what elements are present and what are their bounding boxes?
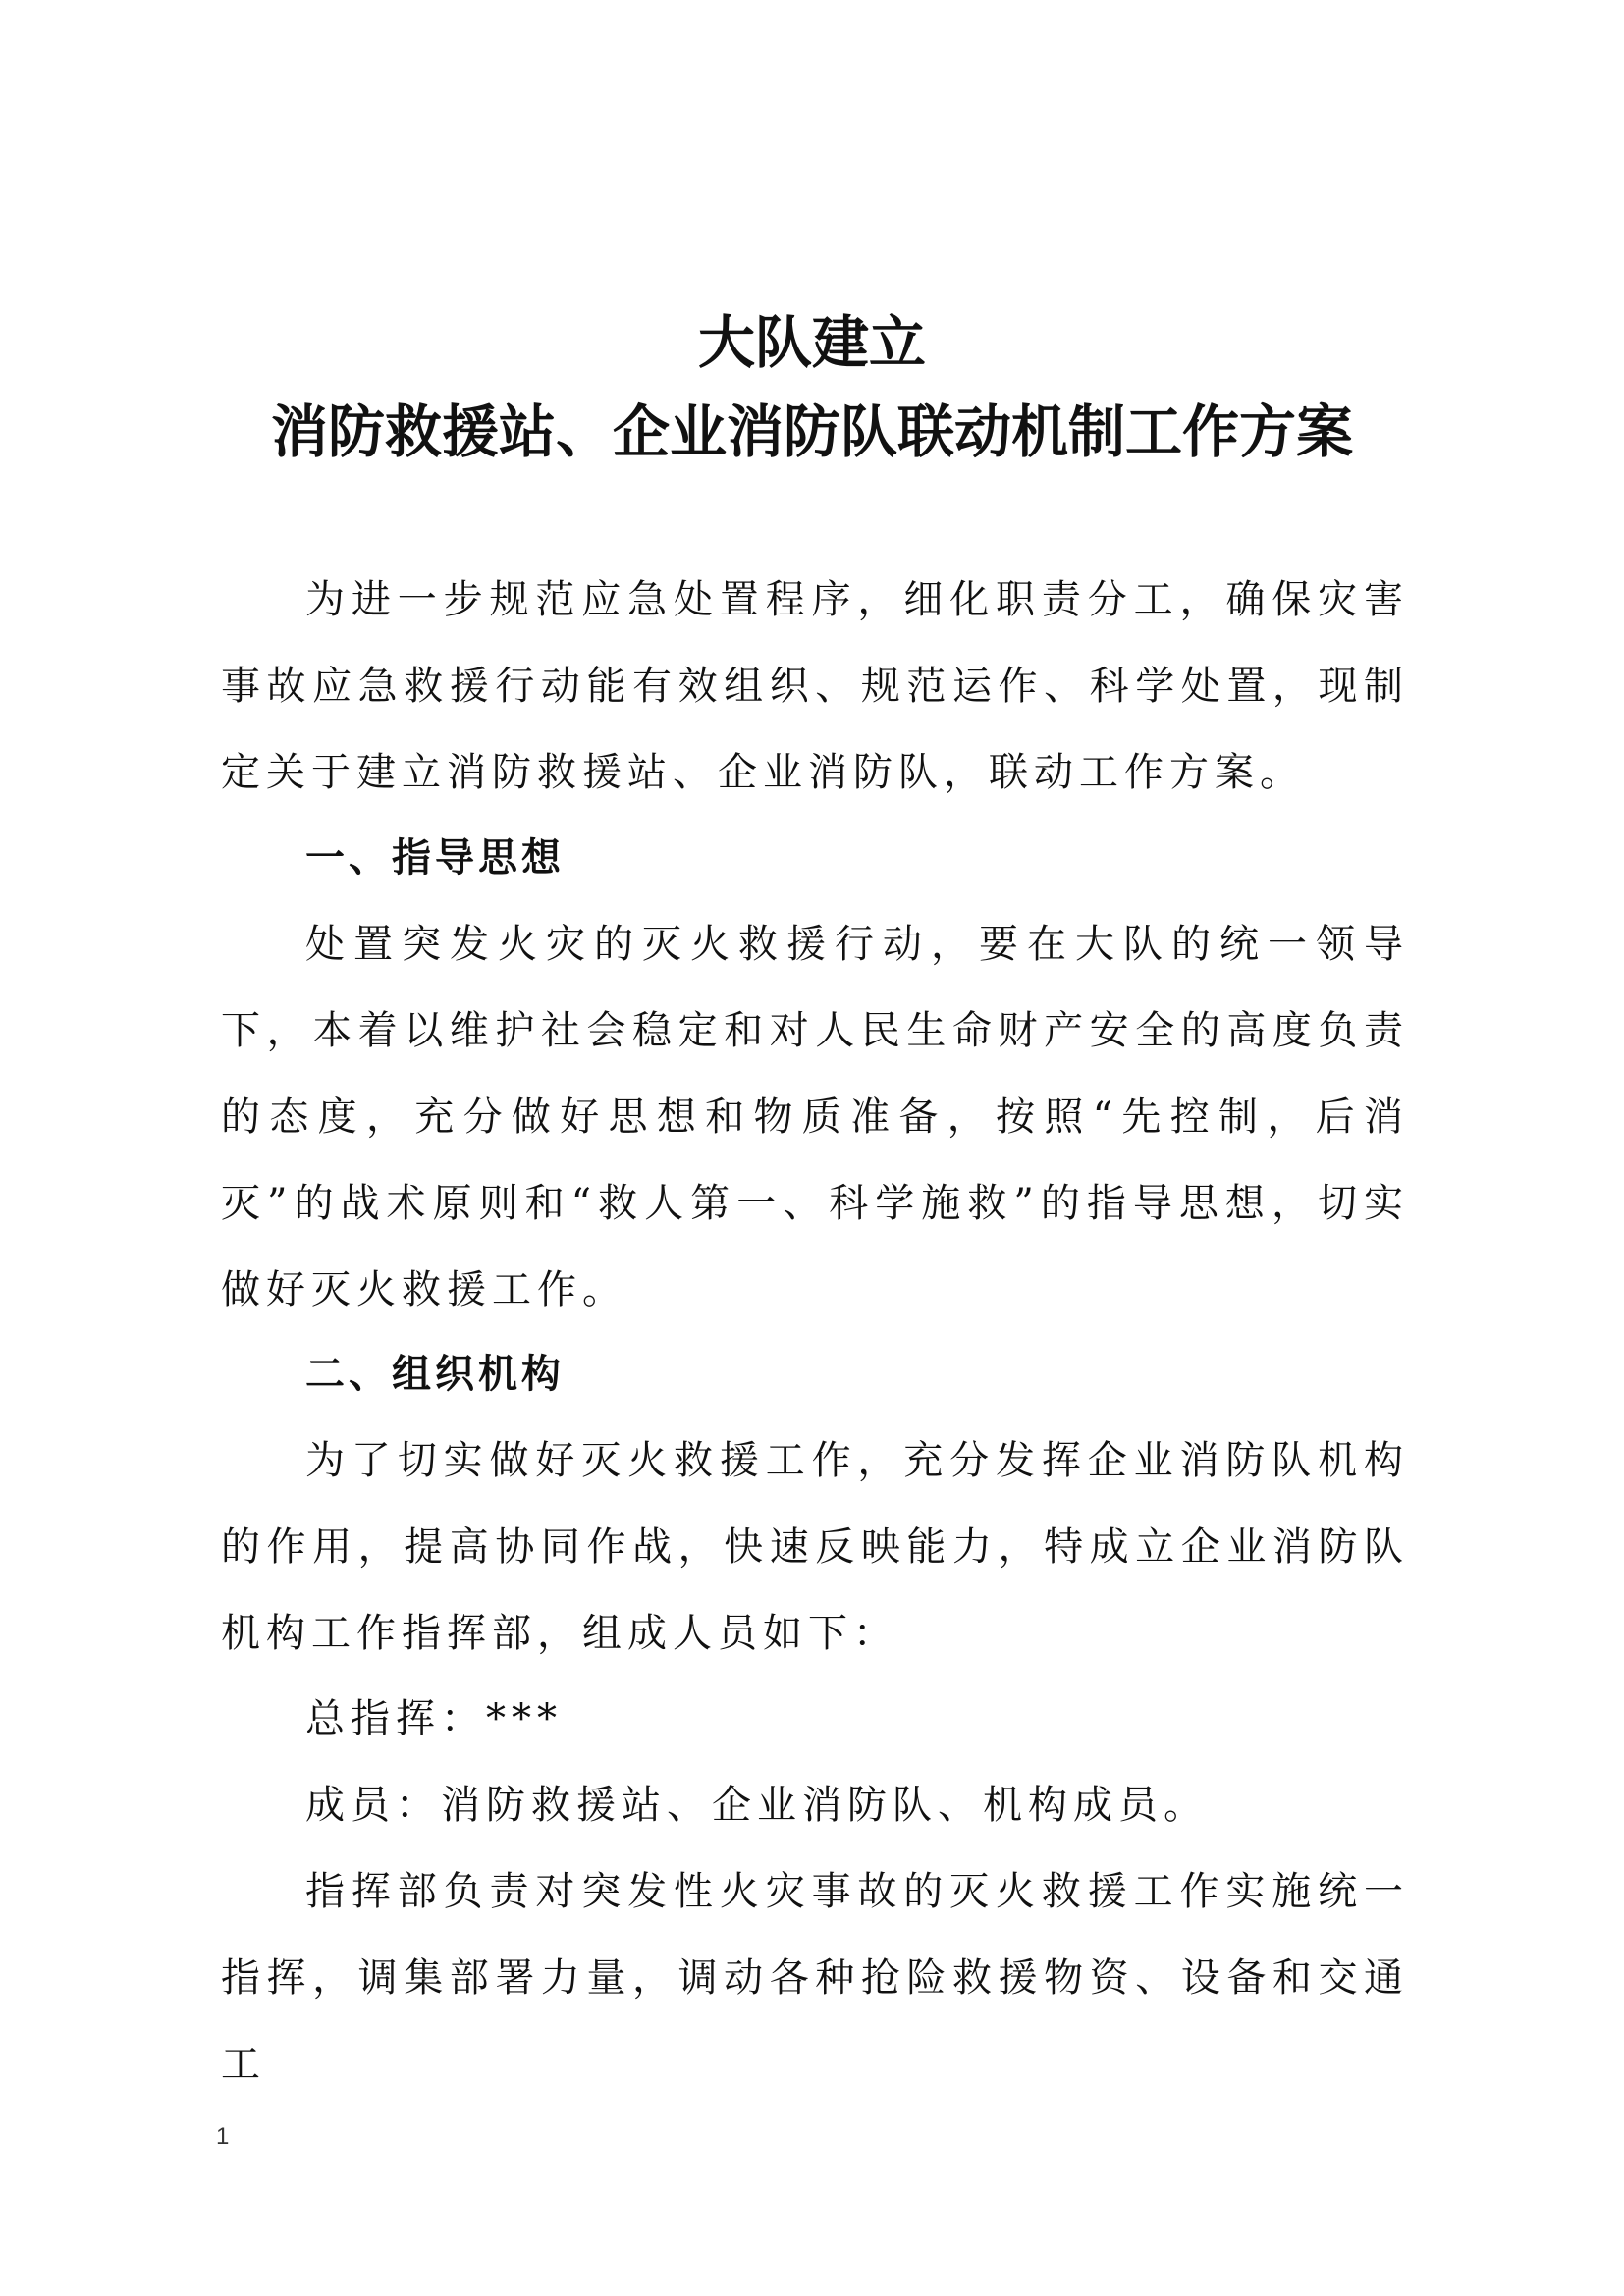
- section-heading-guiding-ideology: 一、指导思想: [305, 835, 565, 881]
- members-line: 成员：消防救援站、企业消防队、机构成员。: [305, 1783, 1209, 1828]
- guiding-ideology-paragraph: 处置突发火灾的灭火救援行动，要在大队的统一领导下，本着以维护社会稳定和对人民生命财产安全的高度负责的态度，充分做好思想和物质准备，按照“先控制，后消灭”的战术原则和“救人第一、科学施救”的指导思想，切实做好灭火救援工作。: [221, 922, 1409, 1312]
- organization-paragraph: 为了切实做好灭火救援工作，充分发挥企业消防队机构的作用，提高协同作战，快速反映能力，特成立企业消防队机构工作指挥部，组成人员如下：: [221, 1438, 1409, 1656]
- section-heading-organization: 二、组织机构: [305, 1352, 565, 1397]
- intro-paragraph: 为进一步规范应急处置程序，细化职责分工，确保灾害事故应急救援行动能有效组织、规范运作、科学处置，现制定关于建立消防救援站、企业消防队，联动工作方案。: [221, 577, 1409, 795]
- document-title-line-1: 大队建立: [697, 309, 926, 376]
- page-number: 1: [216, 2123, 230, 2150]
- duty-paragraph: 指挥部负责对突发性火灾事故的灭火救援工作实施统一指挥，调集部署力量，调动各种抢险救援物资、设备和交通工: [221, 1869, 1409, 2087]
- document-title-line-2: 消防救援站、企业消防队联动机制工作方案: [270, 399, 1353, 465]
- commander-line: 总指挥：***: [305, 1696, 563, 1741]
